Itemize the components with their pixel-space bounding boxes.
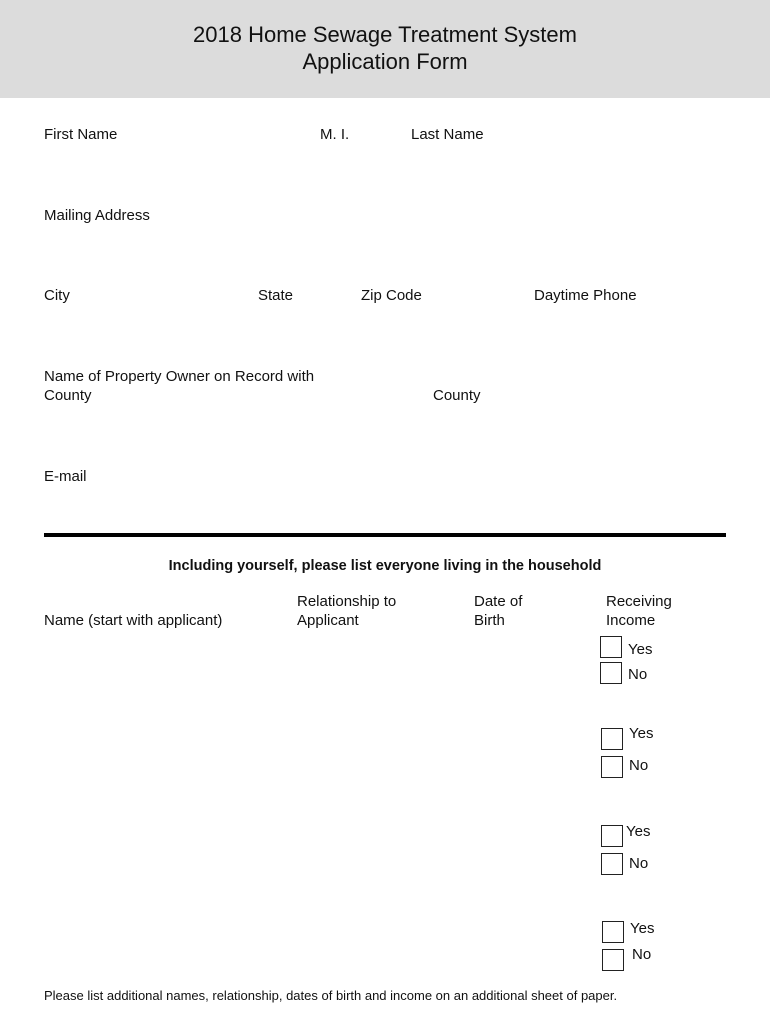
income-no-checkbox[interactable]: [602, 949, 624, 971]
col-header-relationship-line1: Relationship to: [297, 593, 397, 610]
email-label: E-mail: [44, 468, 87, 485]
form-title-line1: 2018 Home Sewage Treatment System: [193, 22, 577, 47]
section-divider: [44, 533, 726, 537]
income-yes-label: Yes: [626, 823, 651, 840]
col-header-relationship-line2: Applicant: [297, 612, 359, 629]
middle-initial-label: M. I.: [320, 126, 350, 143]
income-no-label: No: [629, 855, 649, 872]
form-header: [0, 0, 770, 98]
income-no-label: No: [632, 946, 652, 963]
property-owner-label-line1: Name of Property Owner on Record with: [44, 368, 315, 385]
last-name-label: Last Name: [411, 126, 484, 143]
income-no-checkbox[interactable]: [601, 853, 623, 875]
first-name-label: First Name: [44, 126, 118, 143]
income-yes-checkbox[interactable]: [602, 921, 624, 943]
income-yes-checkbox[interactable]: [601, 825, 623, 847]
income-yes-label: Yes: [630, 920, 655, 937]
col-header-dob-line1: Date of: [474, 593, 523, 610]
mailing-address-label: Mailing Address: [44, 207, 150, 224]
income-yes-checkbox[interactable]: [600, 636, 622, 658]
col-header-name: Name (start with applicant): [44, 612, 223, 629]
income-no-label: No: [628, 666, 648, 683]
household-heading: Including yourself, please list everyone living in the household: [168, 558, 602, 574]
income-yes-label: Yes: [629, 725, 654, 742]
col-header-income-line2: Income: [606, 612, 656, 629]
income-yes-checkbox[interactable]: [601, 728, 623, 750]
state-label: State: [258, 287, 294, 304]
form-title-line2: Application Form: [302, 49, 468, 74]
county-label: County: [433, 387, 481, 404]
city-label: City: [44, 287, 70, 304]
property-owner-label-line2: County: [44, 387, 92, 404]
col-header-income-line1: Receiving: [606, 593, 672, 610]
income-no-label: No: [629, 757, 649, 774]
income-yes-label: Yes: [628, 641, 653, 658]
income-no-checkbox[interactable]: [601, 756, 623, 778]
additional-sheet-note: Please list additional names, relationship, dates of birth and income on an additional sheet of paper.: [44, 988, 618, 1003]
income-no-checkbox[interactable]: [600, 662, 622, 684]
daytime-phone-label: Daytime Phone: [534, 287, 637, 304]
col-header-dob-line2: Birth: [474, 612, 505, 629]
zip-code-label: Zip Code: [361, 287, 422, 304]
